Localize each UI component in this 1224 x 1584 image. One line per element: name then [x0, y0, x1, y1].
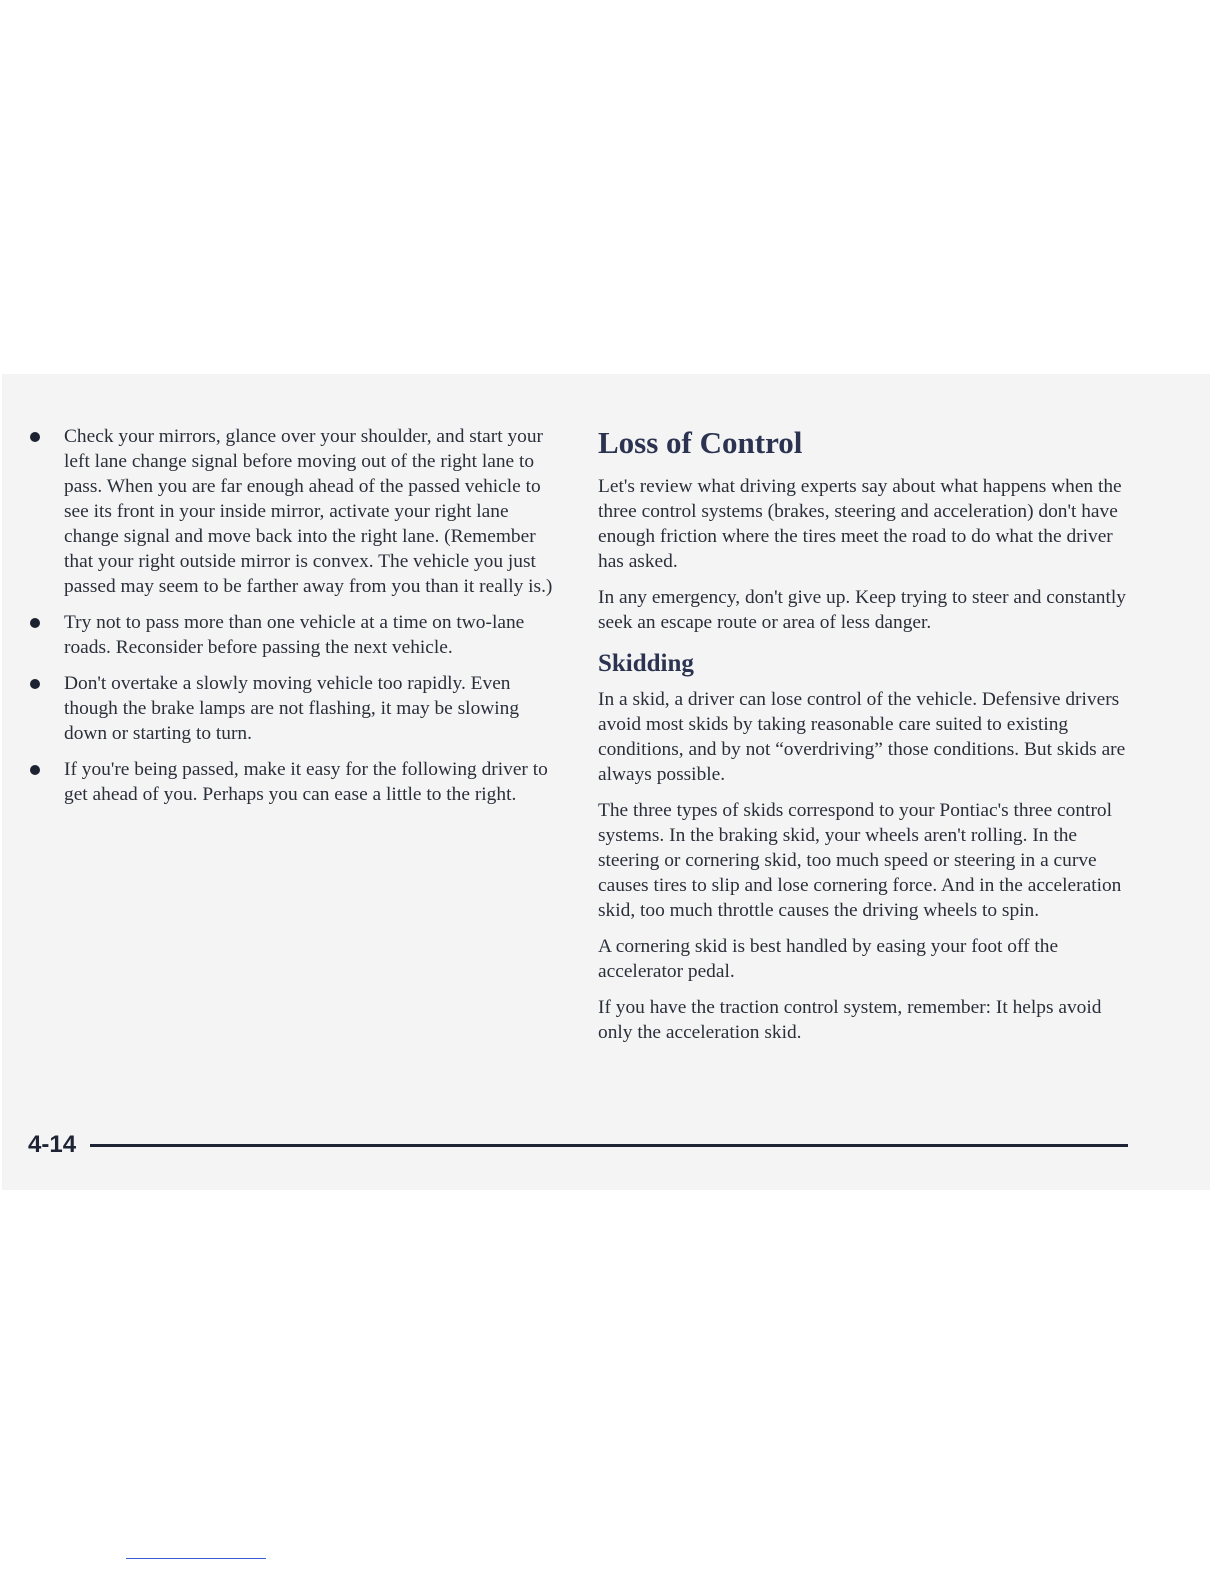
bullet-icon: [30, 765, 40, 775]
intro-paragraph: Let's review what driving experts say about what happens when the three control systems (brakes, steering and acceleration) don't have enough friction where the tires meet the road to do what the driver has asked.: [598, 476, 1122, 572]
skidding-paragraph: In a skid, a driver can lose control of the vehicle. Defensive drivers avoid most skids by taking reasonable care suited to existing conditions, and by not “overdriving” those conditions. But skids are always possible.: [598, 689, 1126, 785]
skidding-paragraph: A cornering skid is best handled by easing your foot off the accelerator pedal.: [598, 936, 1059, 982]
bullet-text: Check your mirrors, glance over your shoulder, and start your left lane change signal before moving out of the right lane to pass. When you are far enough ahead of the passed vehicle to see its front in your inside mirror, activate your right lane change signal and move back into the right lane. (Remember that your right outside mirror is convex. The vehicle you just passed may seem to be farther away from you than it really is.): [64, 426, 553, 597]
page-footer: [28, 1130, 1128, 1160]
list-item: [28, 610, 558, 660]
list-item: [28, 671, 558, 746]
bullet-text: If you're being passed, make it easy for the following driver to get ahead of you. Perhaps you can ease a little to the right.: [64, 759, 548, 805]
subsection-title: Skidding: [598, 650, 694, 677]
section-title: Loss of Control: [598, 425, 803, 460]
page-number: 4-14: [28, 1131, 77, 1158]
skidding-paragraph: If you have the traction control system, remember: It helps avoid only the acceleration skid.: [598, 997, 1102, 1043]
bullet-text: Try not to pass more than one vehicle at a time on two-lane roads. Reconsider before passing the next vehicle.: [64, 612, 525, 658]
bullet-icon: [30, 679, 40, 689]
bullet-icon: [30, 618, 40, 628]
passing-tips-list: [28, 424, 558, 807]
bottom-divider: [126, 1558, 266, 1559]
intro-paragraph: In any emergency, don't give up. Keep trying to steer and constantly seek an escape route or area of less danger.: [598, 587, 1126, 633]
list-item: [28, 424, 558, 599]
list-item: [28, 757, 558, 807]
right-column: [598, 424, 1138, 1056]
footer-divider: [90, 1144, 1128, 1147]
bullet-text: Don't overtake a slowly moving vehicle too rapidly. Even though the brake lamps are not flashing, it may be slowing down or starting to turn.: [64, 673, 520, 744]
bullet-icon: [30, 432, 40, 442]
left-column: [28, 424, 558, 818]
skidding-paragraph: The three types of skids correspond to your Pontiac's three control systems. In the braking skid, your wheels aren't rolling. In the steering or cornering skid, too much speed or steering in a curve causes tires to slip and lose cornering force. And in the acceleration skid, too much throttle causes the driving wheels to spin.: [598, 800, 1122, 921]
